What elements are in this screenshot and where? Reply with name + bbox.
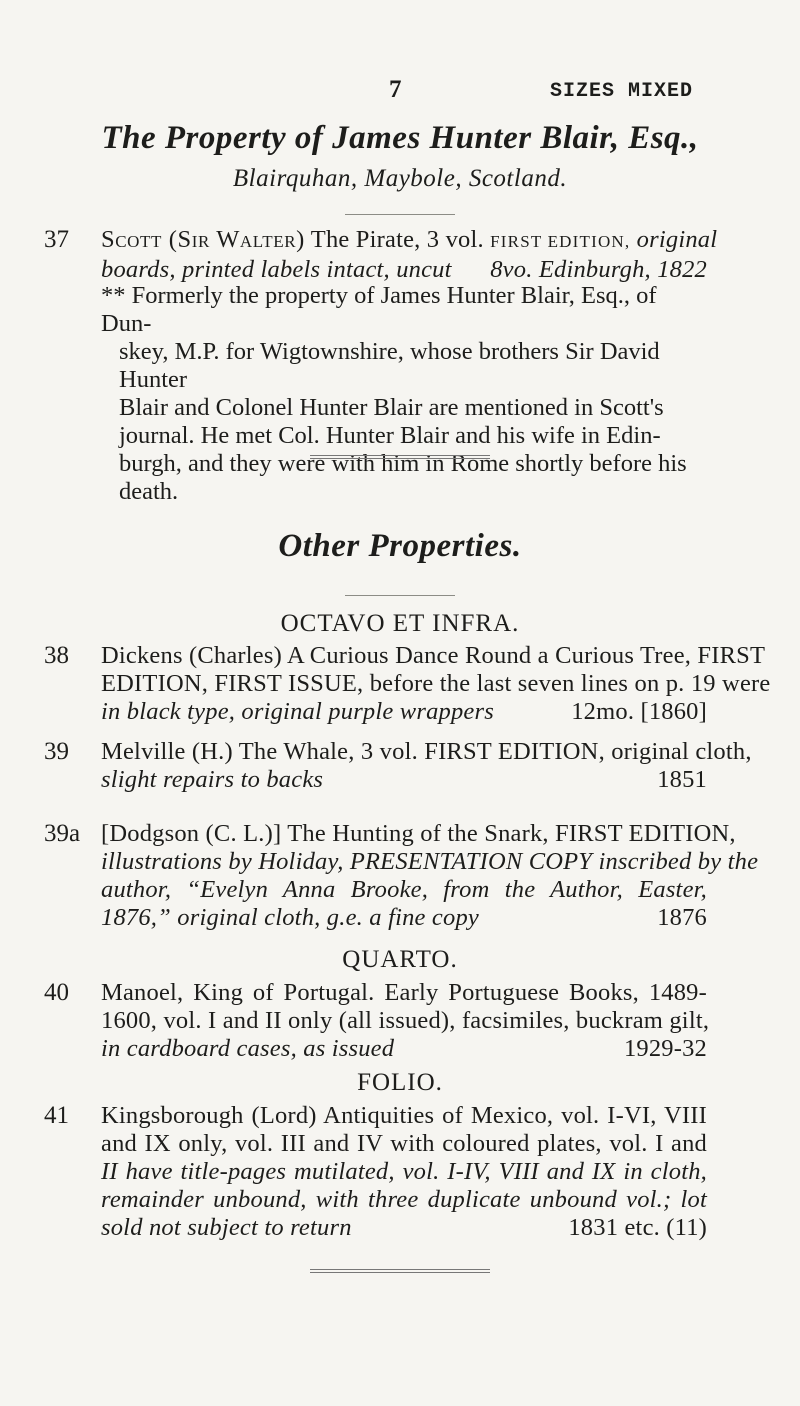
lot-line-text: slight repairs to backs	[101, 766, 324, 793]
lot-format-date: 1831 etc. (11)	[568, 1214, 707, 1241]
lot-description	[101, 1102, 707, 1242]
lot-line: and IX only, vol. III and IV with coloured plates, vol. I and	[101, 1130, 707, 1157]
lot-author: Scott (Sir Walter)	[101, 226, 305, 253]
lot-number: 39	[44, 738, 69, 765]
lot-format-date: 1876	[657, 904, 707, 931]
section-folio: FOLIO.	[357, 1069, 443, 1096]
lot-line: II have title-pages mutilated, vol. I-IV, VIII and IX in cloth,	[101, 1158, 707, 1185]
lot-format-date: 1851	[657, 766, 707, 793]
lot-line: Manoel, King of Portugal. Early Portuguese Books, 1489-	[101, 979, 707, 1006]
lot-line	[101, 1035, 707, 1063]
section-divider	[310, 455, 490, 459]
lot-edition: FIRST EDITION,	[490, 232, 631, 251]
short-rule	[345, 214, 455, 215]
lot-line-text: 1876,” original cloth, g.e. a fine copy	[101, 904, 479, 931]
lot-binding-detail: boards, printed labels intact, uncut	[101, 256, 452, 283]
lot-line	[101, 698, 707, 726]
note-line: skey, M.P. for Wigtownshire, whose brothers Sir David Hunter	[119, 338, 660, 393]
lot-line: illustrations by Holiday, PRESENTATION COPY inscribed by the	[101, 848, 759, 875]
lot-line-text: in cardboard cases, as issued	[101, 1035, 395, 1062]
section-quarto: QUARTO.	[342, 946, 458, 973]
lot-description	[101, 642, 771, 726]
lot-line: Dickens (Charles) A Curious Dance Round a Curious Tree, FIRST	[101, 642, 766, 669]
note-line: ** Formerly the property of James Hunter Blair, Esq., of Dun-	[101, 282, 657, 337]
note-line: death.	[119, 478, 179, 505]
note-line: Blair and Colonel Hunter Blair are mentioned in Scott's	[119, 394, 664, 421]
page-header	[0, 76, 800, 106]
lot-line: EDITION, FIRST ISSUE, before the last seven lines on p. 19 were	[101, 670, 771, 697]
section-octavo: OCTAVO ET INFRA.	[280, 610, 520, 637]
lot-number: 39a	[44, 820, 81, 847]
page-number: 7	[389, 76, 402, 103]
section-divider	[310, 1269, 490, 1273]
lot-line: 1600, vol. I and II only (all issued), facsimiles, buckram gilt,	[101, 1007, 710, 1034]
lot-number: 40	[44, 979, 69, 1006]
property-address: Blairquhan, Maybole, Scotland.	[232, 165, 568, 192]
property-title: The Property of James Hunter Blair, Esq.,	[101, 120, 699, 156]
lot-line: [Dodgson (C. L.)] The Hunting of the Snark, FIRST EDITION,	[101, 820, 736, 847]
lot-description	[101, 820, 759, 932]
lot-line: remainder unbound, with three duplicate unbound vol.; lot	[101, 1186, 707, 1213]
lot-format-date: 12mo. [1860]	[571, 698, 707, 725]
lot-line	[101, 1214, 707, 1242]
note-line: journal. He met Col. Hunter Blair and his wife in Edin-	[119, 422, 661, 449]
lot-number: 38	[44, 642, 69, 669]
lot-description	[101, 738, 752, 794]
lot-number: 37	[44, 226, 69, 253]
lot-description	[101, 226, 718, 284]
lot-description	[101, 979, 710, 1063]
lot-number: 41	[44, 1102, 69, 1129]
lot-line-text: sold not subject to return	[101, 1214, 352, 1241]
lot-binding: original	[630, 226, 718, 253]
running-head: SIZES MIXED	[549, 80, 693, 103]
lot-line-text: in black type, original purple wrappers	[101, 698, 494, 725]
lot-37-note	[101, 282, 707, 506]
lot-line: Melville (H.) The Whale, 3 vol. FIRST EDITION, original cloth,	[101, 738, 752, 765]
lot-line	[101, 256, 707, 284]
note-line: burgh, and they were with him in Rome shortly before his	[119, 450, 687, 477]
lot-format-date: 1929-32	[623, 1035, 707, 1062]
lot-line	[101, 766, 707, 794]
lot-title: The Pirate, 3 vol.	[304, 226, 491, 253]
lot-line	[101, 226, 718, 256]
short-rule	[345, 595, 455, 596]
lot-line: author, “Evelyn Anna Brooke, from the Author, Easter,	[101, 876, 707, 903]
lot-line: Kingsborough (Lord) Antiquities of Mexico, vol. I-VI, VIII	[101, 1102, 707, 1129]
other-properties-title: Other Properties.	[278, 528, 522, 564]
lot-format-date: 8vo. Edinburgh, 1822	[490, 256, 707, 283]
lot-line	[101, 904, 707, 932]
